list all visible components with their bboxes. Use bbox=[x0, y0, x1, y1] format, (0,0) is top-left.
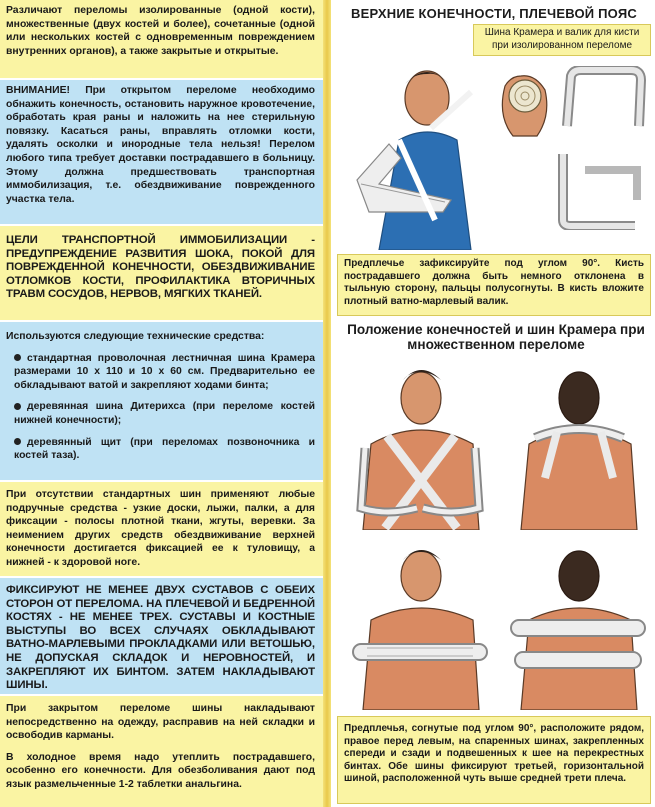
fracture-types-block bbox=[0, 0, 323, 78]
bullet-icon bbox=[14, 354, 21, 361]
front-view-splint-illustration-1 bbox=[347, 358, 493, 530]
immobilization-goals-block bbox=[0, 226, 323, 320]
bullet-icon bbox=[14, 403, 21, 410]
cold-weather-text: В холодное время надо утеплить пострадавшего, особенно его конечности. Для обезболивания дают под язык размельченные 1-2 таблетки анальгина. bbox=[6, 751, 315, 790]
section-title-multiple-fracture: Положение конечностей и шин Крамера при множественном переломе bbox=[347, 322, 645, 352]
improvised-means-text: При отсутствии стандартных шин применяют любые подручные средства - узкие доски, лыжи, палки, а для фиксации - полосы плотной ткани, жгуты, веревки. За неимением других средств обездвиживание верхней конечности достигается фиксацией ее к туловищу, а нижней - к здоровой ноге. bbox=[6, 489, 315, 568]
back-view-splint-illustration-1 bbox=[505, 358, 651, 530]
warning-text: ВНИМАНИЕ! При открытом переломе необходимо обнажить конечность, остановить наружное кровотечение, обработать края раны и наложить на нее стерильную повязку. Касаться раны, вправлять отломки кости, удалять осколки и инородные тела нельзя! Перелом любого типа требует доставки пострадавшего в больницу. Этому должна предшествовать транспортная иммобилизация, т.е. обездвиживание поврежденного участка тела. bbox=[6, 85, 315, 205]
fixation-rules-text: ФИКСИРУЮТ НЕ МЕНЕЕ ДВУХ СУСТАВОВ С ОБЕИХ СТОРОН ОТ ПЕРЕЛОМА. НА ПЛЕЧЕВОЙ И БЕДРЕННОЙ КОСТЯХ - НЕ МЕНЕЕ ТРЕХ. СУСТАВЫ И КОСТНЫЕ ВЫСТУПЫ ВО ВСЕХ СЛУЧАЯХ ОБКЛАДЫВАЮТ ВАТНО-МАРЛЕВЫМИ ПРОКЛАДКАМИ ИЛИ ВЕТОШЬЮ, НЕ ДОПУСКАЯ СКЛАДОК И НЕРОВНОСТЕЙ, И ЗАКРЕПЛЯЮТ ИХ БИНТОМ. ЗАТЕМ НАКЛАДЫВАЮТ ШИНЫ. bbox=[6, 584, 315, 692]
technical-means-block bbox=[0, 322, 323, 480]
improvised-means-block bbox=[0, 482, 323, 576]
warning-block bbox=[0, 80, 323, 224]
fixation-rules-block bbox=[0, 578, 323, 694]
list-item: деревянный щит (при переломах позвоночника и костей таза). bbox=[14, 436, 315, 462]
hand-roll-illustration bbox=[491, 66, 555, 140]
kramer-splint-shape-1 bbox=[561, 66, 649, 132]
technical-means-intro: Используются следующие технические средства: bbox=[6, 331, 265, 342]
caption-kramer-splint: Шина Крамера и валик для кисти при изолированном переломе bbox=[473, 24, 651, 56]
list-item: стандартная проволочная лестничная шина Крамера размерами 10 х 110 и 10 х 60 см. Предварительно ее обкладывают ватой и закрепляют ходами бинта; bbox=[14, 352, 315, 391]
list-item: деревянная шина Дитерихса (при переломе костей нижней конечности); bbox=[14, 401, 315, 426]
section-title-upper-limbs: ВЕРХНИЕ КОНЕЧНОСТИ, ПЛЕЧЕВОЙ ПОЯС bbox=[351, 6, 637, 21]
back-view-splint-illustration-2 bbox=[505, 540, 651, 710]
closed-fracture-text: При закрытом переломе шины накладывают непосредственно на одежду, расправив на ней складки и освободив карманы. bbox=[6, 703, 315, 742]
bullet-icon bbox=[14, 438, 21, 445]
caption-multiple-fracture: Предплечья, согнутые под углом 90°, расположите рядом, правое перед левым, на спаренных шинах, закрепленных спереди и сзади и подвешенных к шее на перекрестных бинтах. Обе шины фиксируют третьей, горизонтальной шиной, расположенной чуть выше средней трети плеча. bbox=[337, 716, 651, 804]
column-divider bbox=[323, 0, 331, 807]
arm-splint-illustration bbox=[339, 62, 489, 250]
kramer-splint-shape-2 bbox=[555, 150, 647, 230]
front-view-splint-illustration-2 bbox=[347, 540, 493, 710]
left-column bbox=[0, 0, 323, 807]
right-column bbox=[333, 0, 655, 807]
immobilization-goals-text: ЦЕЛИ ТРАНСПОРТНОЙ ИММОБИЛИЗАЦИИ - ПРЕДУПРЕЖДЕНИЕ РАЗВИТИЯ ШОКА, ПОКОЙ ДЛЯ ПОВРЕЖДЕННОЙ КОНЕЧНОСТИ, ОБЕЗДВИЖИВАНИЕ ОТЛОМКОВ КОСТИ, ПРОФИЛАКТИКА ВТОРИЧНЫХ ТРАВМ СОСУДОВ, НЕРВОВ, МЯГКИХ ТКАНЕЙ. bbox=[6, 234, 315, 301]
closed-fracture-block bbox=[0, 696, 323, 807]
caption-forearm-fixation: Предплечье зафиксируйте под углом 90°. Кисть пострадавшего должна быть немного отклонена в тыльную сторону, пальцы полусогнуты. В кисть вложите плотный ватно-марлевый валик. bbox=[337, 254, 651, 316]
fracture-types-text: Различают переломы изолированные (одной кости), множественные (двух костей и более), сочетанные (одной или нескольких костей с одновременным повреждением внутренних органов), а также закрытые и открытые. bbox=[6, 5, 315, 57]
